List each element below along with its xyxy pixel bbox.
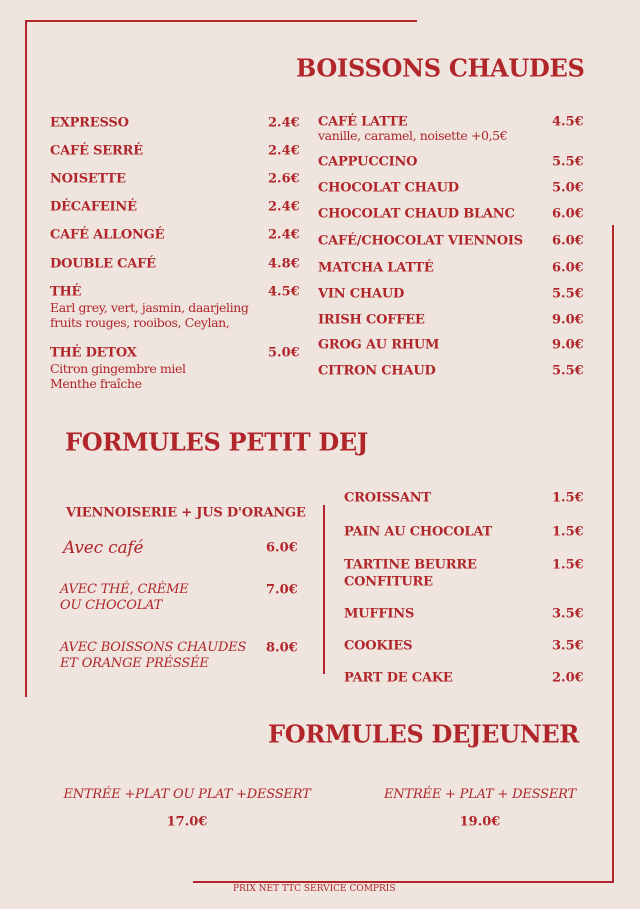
boissons-chaudes-title: BOISSONS CHAUDES <box>296 53 585 83</box>
petit-dej-divider <box>323 505 325 674</box>
viennoiserie-price: 2.0€ <box>552 670 584 686</box>
drink-price: 5.5€ <box>552 363 584 379</box>
frame-top-line <box>25 20 417 22</box>
drink-price: 2.4€ <box>268 227 300 243</box>
drink-name: CAPPUCCINO <box>318 154 418 170</box>
drink-price: 5.5€ <box>552 286 584 302</box>
dejeuner-title: FORMULES DEJEUNER <box>268 719 580 749</box>
drink-price: 5.0€ <box>268 345 300 361</box>
drink-name: DOUBLE CAFÉ <box>50 256 156 272</box>
viennoiserie-name: PART DE CAKE <box>344 670 453 686</box>
drink-price: 4.5€ <box>268 284 300 300</box>
drink-name: CAFÉ/CHOCOLAT VIENNOIS <box>318 233 523 249</box>
lunch-formule-price: 17.0€ <box>166 814 208 830</box>
frame-bottom-line <box>193 881 614 883</box>
drink-name: CAFÉ ALLONGÉ <box>50 227 165 243</box>
drink-description: vanille, caramel, noisette +0,5€ <box>318 128 508 143</box>
drink-name: CAFÉ SERRÉ <box>50 143 143 159</box>
footer-note: PRIX NET TTC SERVICE COMPRIS <box>233 884 396 894</box>
viennoiserie-name: MUFFINS <box>344 606 415 622</box>
formule-price: 6.0€ <box>266 540 298 556</box>
viennoiserie-name: PAIN AU CHOCOLAT <box>344 524 492 540</box>
drink-name: NOISETTE <box>50 171 126 187</box>
frame-right-line <box>612 225 614 883</box>
drink-name: CHOCOLAT CHAUD BLANC <box>318 206 515 222</box>
viennoiserie-price: 3.5€ <box>552 638 584 654</box>
formule-name: AVEC THÉ, CRÈME <box>60 582 189 597</box>
drink-name: THÉ <box>50 284 82 300</box>
petit-dej-title: FORMULES PETIT DEJ <box>65 427 368 457</box>
drink-description: Citron gingembre miel <box>50 361 186 376</box>
drink-price: 6.0€ <box>552 233 584 249</box>
viennoiserie-price: 3.5€ <box>552 606 584 622</box>
drink-name: CITRON CHAUD <box>318 363 436 379</box>
drink-price: 6.0€ <box>552 260 584 276</box>
petit-dej-subtitle: VIENNOISERIE + JUS D'ORANGE <box>66 505 306 521</box>
drink-price: 4.5€ <box>552 114 584 130</box>
drink-price: 2.4€ <box>268 199 300 215</box>
drink-price: 9.0€ <box>552 337 584 353</box>
formule-name: Avec café <box>63 538 144 558</box>
viennoiserie-name: CONFITURE <box>344 574 433 590</box>
viennoiserie-price: 1.5€ <box>552 490 584 506</box>
drink-price: 2.6€ <box>268 171 300 187</box>
drink-description: Menthe fraîche <box>50 376 142 391</box>
drink-name: DÉCAFEINÉ <box>50 199 137 215</box>
formule-name: OU CHOCOLAT <box>60 598 163 613</box>
viennoiserie-name: COOKIES <box>344 638 413 654</box>
lunch-formule-name: ENTRÉE + PLAT + DESSERT <box>384 787 576 802</box>
drink-price: 2.4€ <box>268 115 300 131</box>
drink-price: 4.8€ <box>268 256 300 272</box>
viennoiserie-name: TARTINE BEURRE <box>344 557 477 573</box>
formule-name: AVEC BOISSONS CHAUDES <box>60 640 247 655</box>
formule-name: ET ORANGE PRÉSSÉE <box>60 656 209 671</box>
drink-price: 5.0€ <box>552 180 584 196</box>
lunch-formule-price: 19.0€ <box>459 814 501 830</box>
frame-left-line <box>25 20 27 697</box>
drink-description: fruits rouges, rooibos, Ceylan, <box>50 315 230 330</box>
drink-name: EXPRESSO <box>50 115 129 131</box>
formule-price: 8.0€ <box>266 640 298 656</box>
drink-price: 6.0€ <box>552 206 584 222</box>
drink-price: 5.5€ <box>552 154 584 170</box>
viennoiserie-name: CROISSANT <box>344 490 431 506</box>
drink-name: THÉ DETOX <box>50 345 137 361</box>
drink-description: Earl grey, vert, jasmin, daarjeling <box>50 300 249 315</box>
drink-name: GROG AU RHUM <box>318 337 440 353</box>
drink-name: IRISH COFFEE <box>318 312 425 328</box>
formule-price: 7.0€ <box>266 582 298 598</box>
viennoiserie-price: 1.5€ <box>552 557 584 573</box>
lunch-formule-name: ENTRÉE +PLAT OU PLAT +DESSERT <box>63 787 311 802</box>
drink-name: CHOCOLAT CHAUD <box>318 180 459 196</box>
drink-price: 9.0€ <box>552 312 584 328</box>
viennoiserie-price: 1.5€ <box>552 524 584 540</box>
drink-price: 2.4€ <box>268 143 300 159</box>
drink-name: MATCHA LATTÉ <box>318 260 434 276</box>
drink-name: VIN CHAUD <box>318 286 405 302</box>
drink-name: CAFÉ LATTE <box>318 114 408 130</box>
